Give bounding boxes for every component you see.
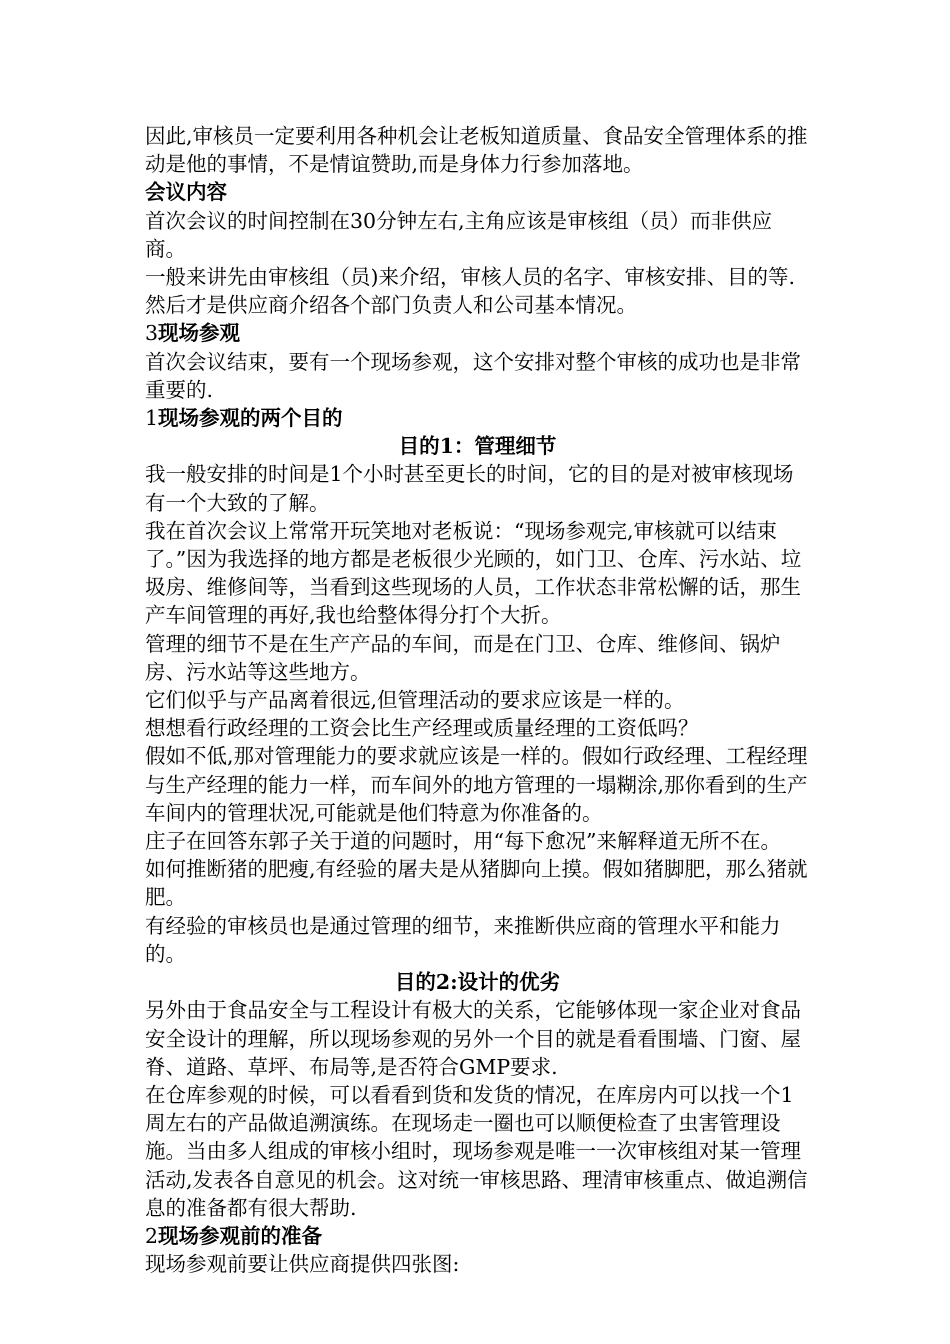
subheading-purpose-2: 目的2:设计的优劣 (394, 970, 561, 995)
section-heading-two-purposes (145, 404, 810, 432)
paragraph: 庄子在回答东郭子关于道的问题时，用“每下愈况”来解释道无所不在。 (145, 829, 781, 854)
heading-number: 1 (145, 406, 159, 431)
heading-text: 现场参观前的准备 (158, 1223, 323, 1248)
paragraph: 现场参观前要让供应商提供四张图: (145, 1252, 460, 1277)
paragraph: 它们似乎与产品离着很远,但管理活动的要求应该是一样的。 (145, 688, 685, 713)
heading-number: 3 (145, 321, 159, 346)
paragraph: 首次会议的时间控制在30分钟左右,主角应该是审核组（员）而非供应商。 (145, 208, 773, 261)
heading-number: 2 (145, 1223, 159, 1248)
paragraph: 首次会议结束，要有一个现场参观，这个安排对整个审核的成功也是非常重要的. (145, 349, 801, 402)
heading-text: 现场参观 (158, 321, 241, 346)
paragraph: 一般来讲先由审核组（员)来介绍，审核人员的名字、审核安排、目的等.然后才是供应商介绍各个部门负责人和公司基本情况。 (145, 265, 796, 318)
paragraph: 假如不低,那对管理能力的要求就应该是一样的。假如行政经理、工程经理与生产经理的能力一样，而车间外的地方管理的一塌糊涂,那你看到的生产车间内的管理状况,可能就是他们特意为你准备的。 (145, 744, 808, 825)
section-heading-meeting: 会议内容 (145, 180, 227, 205)
document-page (145, 122, 810, 1278)
paragraph: 我一般安排的时间是1个小时甚至更长的时间，它的目的是对被审核现场有一个大致的了解。 (145, 462, 794, 515)
paragraph: 因此,审核员一定要利用各种机会让老板知道质量、食品安全管理体系的推动是他的事情，不是情谊赞助,而是身体力行参加落地。 (145, 124, 808, 177)
paragraph: 在仓库参观的时候，可以看看到货和发货的情况，在库房内可以找一个1周左右的产品做追溯演练。在现场走一圈也可以顺便检查了虫害管理设施。当由多人组成的审核小组时，现场参观是唯一一次审核组对某一管理活动,发表各自意见的机会。这对统一审核思路、理清审核重点、做追溯信息的准备都有很大帮助. (145, 1082, 808, 1220)
paragraph: 想想看行政经理的工资会比生产经理或质量经理的工资低吗？ (145, 716, 699, 741)
section-heading-preparation (145, 1222, 810, 1250)
subheading-purpose-1: 目的1：管理细节 (398, 434, 557, 459)
paragraph: 如何推断猪的肥瘦,有经验的屠夫是从猪脚向上摸。假如猪脚肥，那么猪就肥。 (145, 857, 808, 910)
paragraph: 有经验的审核员也是通过管理的细节，来推断供应商的管理水平和能力的。 (145, 913, 781, 966)
paragraph: 另外由于食品安全与工程设计有极大的关系，它能够体现一家企业对食品安全设计的理解，所以现场参观的另外一个目的就是看看围墙、门窗、屋脊、道路、草坪、布局等,是否符合GMP要求. (145, 998, 801, 1079)
paragraph: 我在首次会议上常常开玩笑地对老板说：“现场参观完,审核就可以结束了。”因为我选择的地方都是老板很少光顾的，如门卫、仓库、污水站、垃圾房、维修间等，当看到这些现场的人员，工作状态非常松懈的话，那生产车间管理的再好,我也给整体得分打个大折。 (145, 518, 802, 628)
section-heading-site-visit (145, 319, 810, 347)
heading-text: 现场参观的两个目的 (158, 406, 343, 431)
paragraph: 管理的细节不是在生产产品的车间，而是在门卫、仓库、维修间、锅炉房、污水站等这些地方。 (145, 631, 781, 684)
